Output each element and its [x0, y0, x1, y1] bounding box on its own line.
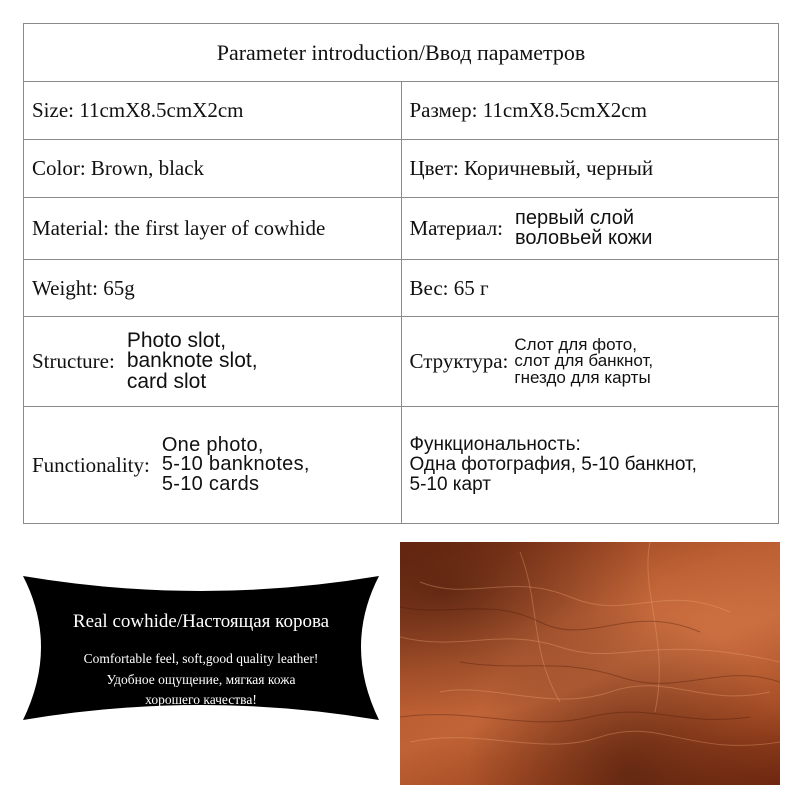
- color-en: Color: Brown, black: [24, 140, 402, 198]
- leather-grain: [400, 542, 780, 785]
- weight-ru: Вес: 65 г: [401, 260, 779, 317]
- structure-en-line: banknote slot,: [126, 349, 258, 373]
- structure-ru-line: Слот для фото,: [514, 334, 637, 354]
- structure-en-label: Structure:: [32, 348, 115, 373]
- functionality-ru: [401, 407, 779, 524]
- structure-en-line: card slot: [126, 369, 207, 393]
- structure-ru-label: Структура:: [409, 349, 509, 373]
- banner-line: Удобное ощущение, мягкая кожа: [106, 672, 296, 687]
- table-header: Parameter introduction/Ввод параметров: [24, 24, 779, 82]
- functionality-en-line: 5-10 cards: [161, 472, 260, 495]
- functionality-en-line: One photo,: [161, 433, 264, 456]
- parameter-table: [23, 23, 779, 524]
- structure-ru-line: гнездо для карты: [514, 367, 651, 387]
- color-row: [24, 140, 779, 198]
- size-row: [24, 82, 779, 140]
- banner-title: Real cowhide/Настоящая корова: [72, 611, 330, 632]
- size-en: Size: 11cmX8.5cmX2cm: [24, 82, 402, 140]
- table-header-row: [24, 24, 779, 82]
- functionality-ru-line: Функциональность:: [409, 434, 581, 456]
- color-ru: Цвет: Коричневый, черный: [401, 140, 779, 198]
- material-ru-label: Материал:: [409, 216, 504, 240]
- banner-line: хорошего качества!: [145, 692, 257, 707]
- functionality-ru-line: Одна фотография, 5-10 банкнот,: [409, 454, 697, 476]
- functionality-en-line: 5-10 banknotes,: [161, 453, 310, 476]
- structure-row: [24, 317, 779, 407]
- structure-en-line: Photo slot,: [126, 328, 227, 352]
- material-ru: [401, 198, 779, 260]
- functionality-en: [24, 407, 402, 524]
- banner-line: Comfortable feel, soft,good quality leather!: [83, 651, 319, 666]
- functionality-ru-line: 5-10 карт: [409, 473, 491, 495]
- real-cowhide-banner: [23, 562, 379, 730]
- leather-texture-photo: [400, 542, 780, 785]
- structure-ru-line: слот для банкнот,: [514, 351, 654, 371]
- size-ru: Размер: 11cmX8.5cmX2cm: [401, 82, 779, 140]
- structure-en: [24, 317, 402, 407]
- weight-row: [24, 260, 779, 317]
- weight-en: Weight: 65g: [24, 260, 402, 317]
- material-row: [24, 198, 779, 260]
- material-en: Material: the first layer of cowhide: [24, 198, 402, 260]
- functionality-row: [24, 407, 779, 524]
- material-ru-line: воловьей кожи: [515, 226, 653, 249]
- structure-ru: [401, 317, 779, 407]
- functionality-en-label: Functionality:: [32, 452, 150, 477]
- material-ru-line: первый слой: [515, 206, 635, 229]
